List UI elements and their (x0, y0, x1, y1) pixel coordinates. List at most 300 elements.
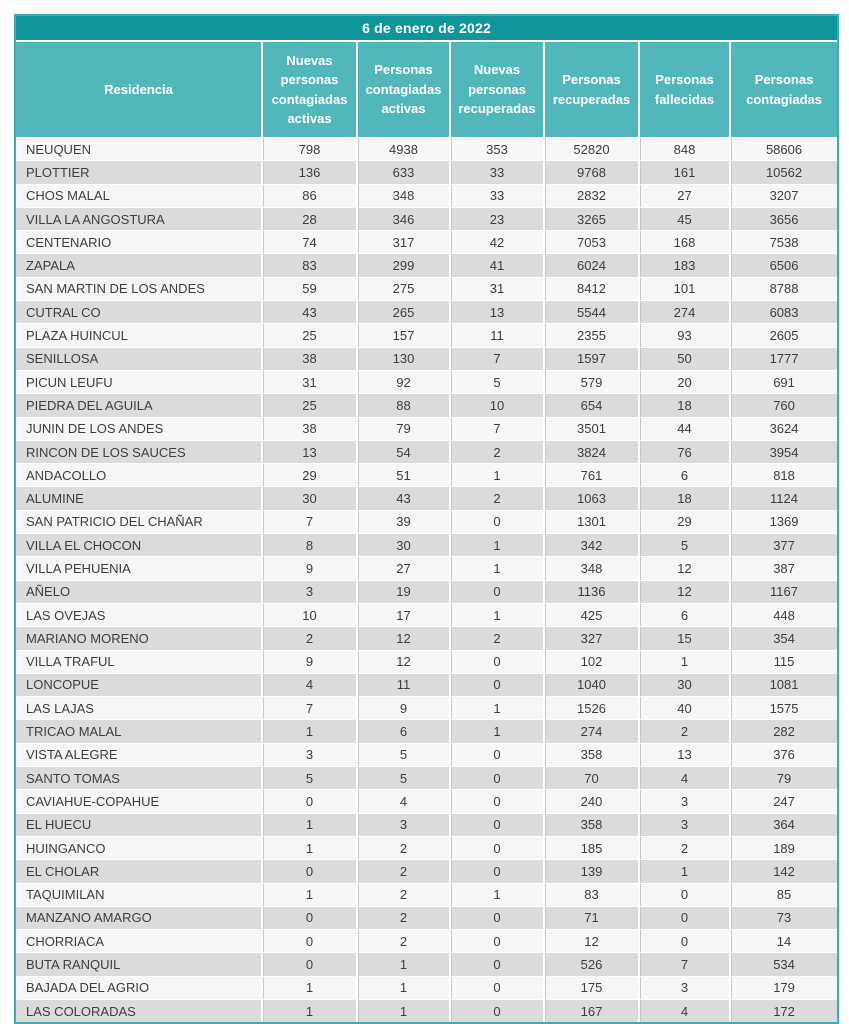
value-cell: 71 (543, 906, 638, 929)
value-cell: 83 (261, 253, 356, 276)
value-cell: 2 (449, 626, 543, 649)
residencia-cell: BAJADA DEL AGRIO (16, 976, 261, 999)
residencia-cell: SAN PATRICIO DEL CHAÑAR (16, 510, 261, 533)
value-cell: 17 (356, 603, 449, 626)
value-cell: 387 (729, 556, 837, 579)
table-row (16, 766, 837, 789)
value-cell: 1 (449, 556, 543, 579)
table-row (16, 836, 837, 859)
residencia-cell: SANTO TOMAS (16, 766, 261, 789)
value-cell: 0 (261, 929, 356, 952)
residencia-cell: PICUN LEUFU (16, 370, 261, 393)
value-cell: 5544 (543, 300, 638, 323)
value-cell: 2 (638, 836, 729, 859)
value-cell: 1 (449, 533, 543, 556)
residencia-cell: MANZANO AMARGO (16, 906, 261, 929)
value-cell: 172 (729, 999, 837, 1022)
value-cell: 3 (261, 743, 356, 766)
value-cell: 0 (449, 673, 543, 696)
residencia-cell: CUTRAL CO (16, 300, 261, 323)
table-row (16, 743, 837, 766)
value-cell: 51 (356, 463, 449, 486)
col-header-nuevas-contagiadas-activas: Nuevas personas contagiadas activas (261, 42, 356, 137)
residencia-cell: CHORRIACA (16, 929, 261, 952)
value-cell: 282 (729, 719, 837, 742)
value-cell: 274 (543, 719, 638, 742)
residencia-cell: VISTA ALEGRE (16, 743, 261, 766)
value-cell: 240 (543, 789, 638, 812)
value-cell: 353 (449, 137, 543, 160)
value-cell: 25 (261, 323, 356, 346)
col-header-contagiadas-activas: Personas contagiadas activas (356, 42, 449, 137)
col-header-contagiadas: Personas contagiadas (729, 42, 837, 137)
residencia-cell: EL CHOLAR (16, 859, 261, 882)
value-cell: 299 (356, 253, 449, 276)
value-cell: 0 (449, 813, 543, 836)
value-cell: 8 (261, 533, 356, 556)
table-row (16, 906, 837, 929)
value-cell: 12 (638, 556, 729, 579)
value-cell: 448 (729, 603, 837, 626)
table-title-date: 6 de enero de 2022 (16, 16, 837, 42)
value-cell: 1 (449, 883, 543, 906)
value-cell: 1 (261, 836, 356, 859)
value-cell: 3 (638, 976, 729, 999)
residencia-cell: CAVIAHUE-COPAHUE (16, 789, 261, 812)
value-cell: 265 (356, 300, 449, 323)
value-cell: 274 (638, 300, 729, 323)
value-cell: 1 (261, 813, 356, 836)
residencia-cell: LAS OVEJAS (16, 603, 261, 626)
value-cell: 30 (356, 533, 449, 556)
table-row (16, 486, 837, 509)
value-cell: 20 (638, 370, 729, 393)
residencia-cell: VILLA LA ANGOSTURA (16, 207, 261, 230)
value-cell: 342 (543, 533, 638, 556)
value-cell: 327 (543, 626, 638, 649)
value-cell: 1777 (729, 347, 837, 370)
residencia-cell: SAN MARTIN DE LOS ANDES (16, 277, 261, 300)
column-header-row (16, 42, 837, 137)
value-cell: 1 (449, 719, 543, 742)
value-cell: 1 (356, 999, 449, 1022)
value-cell: 691 (729, 370, 837, 393)
value-cell: 0 (261, 952, 356, 975)
value-cell: 0 (449, 952, 543, 975)
value-cell: 7 (449, 417, 543, 440)
value-cell: 31 (449, 277, 543, 300)
value-cell: 179 (729, 976, 837, 999)
value-cell: 0 (638, 883, 729, 906)
value-cell: 1301 (543, 510, 638, 533)
residencia-cell: LAS LAJAS (16, 696, 261, 719)
value-cell: 58606 (729, 137, 837, 160)
value-cell: 9 (356, 696, 449, 719)
residencia-cell: LONCOPUE (16, 673, 261, 696)
col-header-residencia: Residencia (16, 42, 261, 137)
value-cell: 358 (543, 813, 638, 836)
table-row (16, 719, 837, 742)
value-cell: 354 (729, 626, 837, 649)
residencia-cell: ANDACOLLO (16, 463, 261, 486)
value-cell: 139 (543, 859, 638, 882)
value-cell: 6083 (729, 300, 837, 323)
value-cell: 3624 (729, 417, 837, 440)
value-cell: 79 (729, 766, 837, 789)
value-cell: 348 (543, 556, 638, 579)
value-cell: 1124 (729, 486, 837, 509)
value-cell: 54 (356, 440, 449, 463)
value-cell: 1 (356, 976, 449, 999)
value-cell: 1 (449, 603, 543, 626)
value-cell: 13 (449, 300, 543, 323)
table-body (16, 137, 837, 1022)
value-cell: 19 (356, 580, 449, 603)
value-cell: 7 (449, 347, 543, 370)
table-row (16, 160, 837, 183)
residencia-cell: ZAPALA (16, 253, 261, 276)
value-cell: 2605 (729, 323, 837, 346)
residencia-cell: MARIANO MORENO (16, 626, 261, 649)
residencia-cell: LAS COLORADAS (16, 999, 261, 1022)
value-cell: 33 (449, 160, 543, 183)
value-cell: 1 (261, 999, 356, 1022)
value-cell: 175 (543, 976, 638, 999)
value-cell: 798 (261, 137, 356, 160)
residencia-cell: PLOTTIER (16, 160, 261, 183)
value-cell: 130 (356, 347, 449, 370)
value-cell: 30 (261, 486, 356, 509)
value-cell: 0 (638, 906, 729, 929)
value-cell: 12 (356, 650, 449, 673)
value-cell: 15 (638, 626, 729, 649)
value-cell: 102 (543, 650, 638, 673)
value-cell: 33 (449, 184, 543, 207)
value-cell: 4 (638, 766, 729, 789)
value-cell: 11 (449, 323, 543, 346)
value-cell: 14 (729, 929, 837, 952)
value-cell: 654 (543, 393, 638, 416)
value-cell: 7 (638, 952, 729, 975)
value-cell: 0 (449, 859, 543, 882)
table-row (16, 952, 837, 975)
table-row (16, 789, 837, 812)
value-cell: 74 (261, 230, 356, 253)
value-cell: 101 (638, 277, 729, 300)
table-row (16, 184, 837, 207)
table-row (16, 277, 837, 300)
value-cell: 93 (638, 323, 729, 346)
value-cell: 29 (638, 510, 729, 533)
value-cell: 0 (449, 743, 543, 766)
value-cell: 189 (729, 836, 837, 859)
value-cell: 167 (543, 999, 638, 1022)
table-row (16, 440, 837, 463)
value-cell: 633 (356, 160, 449, 183)
value-cell: 28 (261, 207, 356, 230)
value-cell: 2355 (543, 323, 638, 346)
value-cell: 0 (449, 510, 543, 533)
value-cell: 5 (638, 533, 729, 556)
value-cell: 45 (638, 207, 729, 230)
value-cell: 7 (261, 696, 356, 719)
table-row (16, 510, 837, 533)
value-cell: 10562 (729, 160, 837, 183)
residencia-cell: VILLA TRAFUL (16, 650, 261, 673)
value-cell: 3656 (729, 207, 837, 230)
value-cell: 40 (638, 696, 729, 719)
value-cell: 0 (261, 859, 356, 882)
value-cell: 168 (638, 230, 729, 253)
value-cell: 3 (261, 580, 356, 603)
value-cell: 2 (261, 626, 356, 649)
value-cell: 44 (638, 417, 729, 440)
value-cell: 377 (729, 533, 837, 556)
residencia-cell: CHOS MALAL (16, 184, 261, 207)
value-cell: 79 (356, 417, 449, 440)
value-cell: 92 (356, 370, 449, 393)
residencia-cell: CENTENARIO (16, 230, 261, 253)
value-cell: 1 (638, 859, 729, 882)
residencia-cell: PLAZA HUINCUL (16, 323, 261, 346)
value-cell: 13 (638, 743, 729, 766)
value-cell: 38 (261, 417, 356, 440)
value-cell: 1597 (543, 347, 638, 370)
residencia-cell: BUTA RANQUIL (16, 952, 261, 975)
value-cell: 7 (261, 510, 356, 533)
value-cell: 1 (449, 463, 543, 486)
table-row (16, 626, 837, 649)
value-cell: 70 (543, 766, 638, 789)
residencia-cell: HUINGANCO (16, 836, 261, 859)
table-row (16, 883, 837, 906)
value-cell: 9 (261, 556, 356, 579)
residencia-cell: VILLA PEHUENIA (16, 556, 261, 579)
residencia-cell: ALUMINE (16, 486, 261, 509)
value-cell: 2832 (543, 184, 638, 207)
value-cell: 59 (261, 277, 356, 300)
value-cell: 247 (729, 789, 837, 812)
value-cell: 0 (449, 929, 543, 952)
residencia-cell: TAQUIMILAN (16, 883, 261, 906)
value-cell: 0 (449, 906, 543, 929)
value-cell: 6024 (543, 253, 638, 276)
table-row (16, 556, 837, 579)
value-cell: 0 (449, 999, 543, 1022)
value-cell: 1369 (729, 510, 837, 533)
value-cell: 6 (638, 603, 729, 626)
table-row (16, 929, 837, 952)
value-cell: 185 (543, 836, 638, 859)
value-cell: 39 (356, 510, 449, 533)
col-header-fallecidas: Personas fallecidas (638, 42, 729, 137)
value-cell: 534 (729, 952, 837, 975)
value-cell: 2 (449, 440, 543, 463)
value-cell: 10 (261, 603, 356, 626)
value-cell: 42 (449, 230, 543, 253)
value-cell: 3 (638, 789, 729, 812)
residencia-cell: TRICAO MALAL (16, 719, 261, 742)
residencia-cell: JUNIN DE LOS ANDES (16, 417, 261, 440)
table-row (16, 323, 837, 346)
value-cell: 2 (356, 906, 449, 929)
value-cell: 5 (356, 743, 449, 766)
value-cell: 83 (543, 883, 638, 906)
value-cell: 12 (356, 626, 449, 649)
value-cell: 1 (449, 696, 543, 719)
value-cell: 5 (449, 370, 543, 393)
value-cell: 18 (638, 486, 729, 509)
value-cell: 760 (729, 393, 837, 416)
value-cell: 5 (356, 766, 449, 789)
value-cell: 761 (543, 463, 638, 486)
value-cell: 1167 (729, 580, 837, 603)
value-cell: 848 (638, 137, 729, 160)
residencia-cell: SENILLOSA (16, 347, 261, 370)
value-cell: 7053 (543, 230, 638, 253)
value-cell: 1040 (543, 673, 638, 696)
residencia-cell: PIEDRA DEL AGUILA (16, 393, 261, 416)
value-cell: 7538 (729, 230, 837, 253)
value-cell: 2 (356, 883, 449, 906)
value-cell: 3954 (729, 440, 837, 463)
value-cell: 9768 (543, 160, 638, 183)
value-cell: 12 (543, 929, 638, 952)
value-cell: 25 (261, 393, 356, 416)
value-cell: 8412 (543, 277, 638, 300)
value-cell: 10 (449, 393, 543, 416)
table-row (16, 859, 837, 882)
value-cell: 157 (356, 323, 449, 346)
value-cell: 1063 (543, 486, 638, 509)
value-cell: 27 (356, 556, 449, 579)
table-row (16, 300, 837, 323)
table-row (16, 370, 837, 393)
value-cell: 9 (261, 650, 356, 673)
value-cell: 13 (261, 440, 356, 463)
value-cell: 1575 (729, 696, 837, 719)
value-cell: 0 (449, 789, 543, 812)
value-cell: 3824 (543, 440, 638, 463)
table-row (16, 393, 837, 416)
value-cell: 364 (729, 813, 837, 836)
col-header-nuevas-recuperadas: Nuevas personas recuperadas (449, 42, 543, 137)
value-cell: 1 (261, 719, 356, 742)
value-cell: 348 (356, 184, 449, 207)
table-row (16, 696, 837, 719)
value-cell: 3207 (729, 184, 837, 207)
value-cell: 358 (543, 743, 638, 766)
table-row (16, 580, 837, 603)
table-row (16, 603, 837, 626)
residencia-cell: RINCON DE LOS SAUCES (16, 440, 261, 463)
value-cell: 4938 (356, 137, 449, 160)
value-cell: 425 (543, 603, 638, 626)
value-cell: 136 (261, 160, 356, 183)
value-cell: 0 (449, 580, 543, 603)
value-cell: 12 (638, 580, 729, 603)
value-cell: 50 (638, 347, 729, 370)
value-cell: 142 (729, 859, 837, 882)
value-cell: 183 (638, 253, 729, 276)
table-row (16, 813, 837, 836)
value-cell: 73 (729, 906, 837, 929)
value-cell: 346 (356, 207, 449, 230)
value-cell: 43 (261, 300, 356, 323)
value-cell: 317 (356, 230, 449, 253)
value-cell: 5 (261, 766, 356, 789)
value-cell: 88 (356, 393, 449, 416)
value-cell: 4 (638, 999, 729, 1022)
value-cell: 0 (449, 766, 543, 789)
value-cell: 3 (356, 813, 449, 836)
title-row (16, 16, 837, 42)
value-cell: 3 (638, 813, 729, 836)
value-cell: 27 (638, 184, 729, 207)
residencia-cell: AÑELO (16, 580, 261, 603)
value-cell: 6 (356, 719, 449, 742)
value-cell: 29 (261, 463, 356, 486)
value-cell: 376 (729, 743, 837, 766)
table-row (16, 230, 837, 253)
table-row (16, 673, 837, 696)
value-cell: 2 (449, 486, 543, 509)
value-cell: 1526 (543, 696, 638, 719)
table-row (16, 137, 837, 160)
residencia-cell: VILLA EL CHOCON (16, 533, 261, 556)
value-cell: 3501 (543, 417, 638, 440)
value-cell: 579 (543, 370, 638, 393)
table-row (16, 253, 837, 276)
value-cell: 1 (638, 650, 729, 673)
value-cell: 161 (638, 160, 729, 183)
value-cell: 8788 (729, 277, 837, 300)
table-row (16, 207, 837, 230)
value-cell: 1 (261, 976, 356, 999)
value-cell: 1 (261, 883, 356, 906)
residencia-cell: EL HUECU (16, 813, 261, 836)
col-header-recuperadas: Personas recuperadas (543, 42, 638, 137)
value-cell: 41 (449, 253, 543, 276)
value-cell: 1136 (543, 580, 638, 603)
table-row (16, 463, 837, 486)
value-cell: 0 (449, 650, 543, 673)
value-cell: 18 (638, 393, 729, 416)
value-cell: 6506 (729, 253, 837, 276)
value-cell: 6 (638, 463, 729, 486)
covid-cases-table (14, 14, 839, 1024)
value-cell: 38 (261, 347, 356, 370)
table-row (16, 417, 837, 440)
value-cell: 1 (356, 952, 449, 975)
value-cell: 1081 (729, 673, 837, 696)
residencia-cell: NEUQUEN (16, 137, 261, 160)
value-cell: 86 (261, 184, 356, 207)
table-row (16, 347, 837, 370)
value-cell: 0 (638, 929, 729, 952)
value-cell: 2 (356, 859, 449, 882)
value-cell: 30 (638, 673, 729, 696)
value-cell: 4 (356, 789, 449, 812)
value-cell: 0 (261, 906, 356, 929)
table-row (16, 999, 837, 1022)
value-cell: 2 (356, 929, 449, 952)
table-row (16, 976, 837, 999)
value-cell: 2 (356, 836, 449, 859)
value-cell: 23 (449, 207, 543, 230)
value-cell: 4 (261, 673, 356, 696)
table-row (16, 533, 837, 556)
